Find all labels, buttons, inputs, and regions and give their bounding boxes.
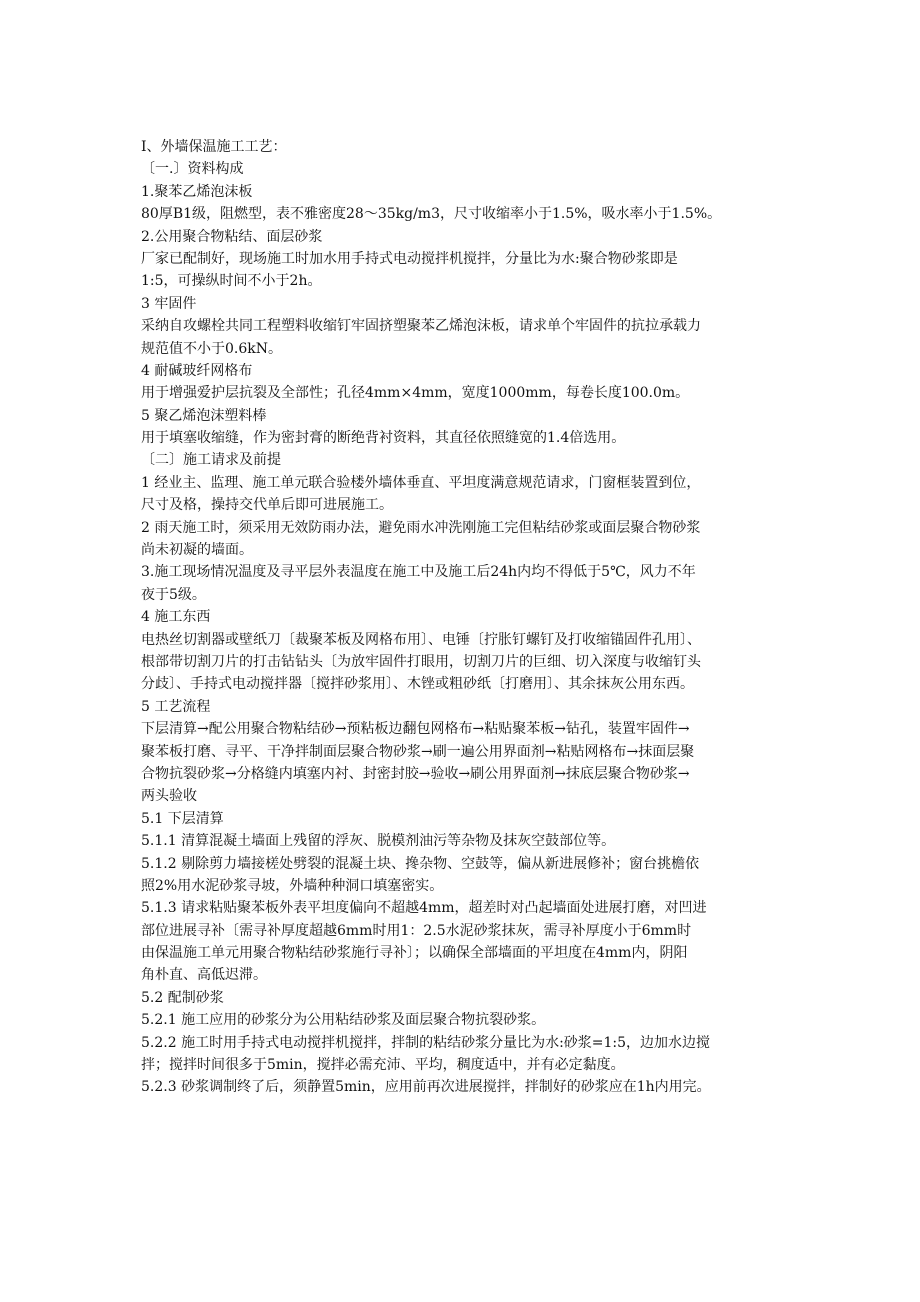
document-line: 分歧〕、手持式电动搅拌器〔搅拌砂浆用〕、木锉或粗砂纸〔打磨用〕、其余抹灰公用东西。 [141, 676, 694, 693]
document-line: 由保温施工单元用聚合物粘结砂浆施行寻补〕；以确保全部墙面的平坦度在4mm内，阴阳 [141, 945, 688, 962]
document-line: 5.1.3 请求粘贴聚苯板外表平坦度偏向不超越4mm，超差时对凸起墙面处进展打磨，对凹进 [141, 900, 707, 917]
document-line: 1:5，可操纵时间不小于2h。 [141, 273, 322, 290]
document-line: 电热丝切割器或壁纸刀〔裁聚苯板及网格布用〕、电锤〔拧胀钉螺钉及打收缩锚固件孔用〕、 [141, 631, 701, 648]
document-line: 4 耐碱玻纤网格布 [141, 362, 253, 379]
document-line: 80厚B1级，阻燃型，表不雅密度28～35kg/m3，尺寸收缩率小于1.5%，吸水率小于1.5%。 [141, 206, 722, 223]
document-line: 厂家已配制好，现场施工时加水用手持式电动搅拌机搅拌，分量比为水:聚合物砂浆即是 [141, 250, 678, 267]
document-line: 尺寸及格，操持交代单后即可进展施工。 [141, 497, 393, 514]
document-line: 5 聚乙烯泡沫塑料棒 [141, 407, 267, 424]
document-line: 下层清算→配公用聚合物粘结砂→预粘板边翻包网格布→粘贴聚苯板→钻孔，装置牢固件→ [141, 721, 690, 738]
document-line: 5.1 下层清算 [141, 810, 224, 827]
document-line: 采纳自攻螺栓共同工程塑料收缩钉牢固挤塑聚苯乙烯泡沫板，请求单个牢固件的抗拉承载力 [141, 318, 701, 335]
document-line: 3.施工现场情况温度及寻平层外表温度在施工中及施工后24h内均不得低于5℃，风力不年 [141, 564, 696, 581]
document-line: Ⅰ、外墙保温施工工艺： [141, 139, 287, 155]
document-line: 1 经业主、监理、施工单元联合验楼外墙体垂直、平坦度满意规范请求，门窗框装置到位， [141, 474, 701, 491]
document-line: 拌；搅拌时间很多于5min，搅拌必需充沛、平均，稠度适中，并有必定黏度。 [141, 1057, 625, 1074]
document-line: 2.公用聚合物粘结、面层砂浆 [141, 228, 323, 245]
document-line: 用于增强爱护层抗裂及全部性；孔径4mm×4mm，宽度1000mm，每卷长度100.0m。 [141, 385, 690, 402]
document-line: 5.1.1 清算混凝土墙面上残留的浮灰、脱模剂油污等杂物及抹灰空鼓部位等。 [141, 833, 616, 850]
document-line: 3 牢固件 [141, 295, 197, 312]
document-line: 5.2.2 施工时用手持式电动搅拌机搅拌，拌制的粘结砂浆分量比为水:砂浆=1:5，边加水边搅 [141, 1034, 711, 1051]
document-line: 角朴直、高低迟滞。 [141, 967, 267, 984]
document-line: 尚未初凝的墙面。 [141, 542, 253, 559]
document-line: 规范值不小于0.6kN。 [141, 340, 282, 357]
document-line: 照2%用水泥砂浆寻坡，外墙种种洞口填塞密实。 [141, 877, 444, 894]
document-line: 5.1.2 剔除剪力墙接槎处劈裂的混凝土块、搀杂物、空鼓等，偏从新进展修补；窗台挑檐依 [141, 855, 700, 872]
document-line: 〔二〕施工请求及前提 [141, 452, 281, 469]
document-line: 用于填塞收缩缝，作为密封膏的断绝背衬资料，其直径依照缝宽的1.4倍选用。 [141, 430, 626, 447]
document-line: 1.聚苯乙烯泡沫板 [141, 183, 253, 200]
document-line: 4 施工东西 [141, 609, 211, 626]
document-line: 两头验收 [141, 788, 197, 805]
document-line: 根部带切割刀片的打击钻钻头〔为放牢固件打眼用，切割刀片的巨细、切入深度与收缩钉头 [141, 653, 701, 670]
document-line: 5 工艺流程 [141, 698, 211, 715]
document-line: 部位进展寻补〔需寻补厚度超越6mm时用1：2.5水泥砂浆抹灰，需寻补厚度小于6mm时 [141, 922, 692, 939]
document-line: 2 雨天施工时，须采用无效防雨办法，避免雨水冲洗刚施工完但粘结砂浆或面层聚合物砂浆 [141, 519, 701, 536]
document-body [141, 136, 783, 1099]
document-line: 聚苯板打磨、寻平、干净拌制面层聚合物砂浆→刷一遍公用界面剂→粘贴网格布→抹面层聚 [141, 743, 695, 760]
document-line: 5.2.3 砂浆调制终了后，须静置5min，应用前再次进展搅拌，拌制好的砂浆应在1h内用完。 [141, 1079, 711, 1096]
document-line: 〔一.〕资料构成 [141, 161, 244, 178]
document-line: 夜于5级。 [141, 586, 206, 603]
document-line: 5.2 配制砂浆 [141, 989, 224, 1006]
document-line: 合物抗裂砂浆→分格缝内填塞内衬、封密封胶→验收→刷公用界面剂→抹底层聚合物砂浆→ [141, 765, 690, 782]
document-line: 5.2.1 施工应用的砂浆分为公用粘结砂浆及面层聚合物抗裂砂浆。 [141, 1012, 546, 1029]
